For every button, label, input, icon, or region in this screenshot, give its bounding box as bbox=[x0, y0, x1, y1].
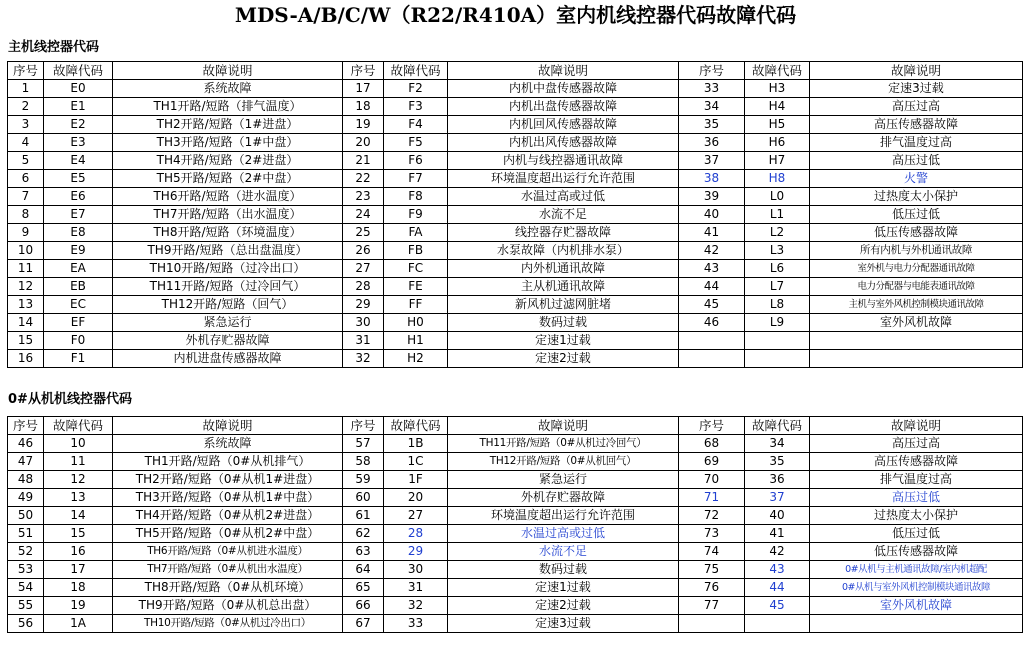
fault-code-cell: F8 bbox=[384, 188, 448, 206]
fault-description-cell: 内机出风传感器故障 bbox=[448, 134, 679, 152]
serial-number-cell: 16 bbox=[8, 350, 44, 368]
fault-description-cell: 数码过载 bbox=[448, 314, 679, 332]
fault-code-cell: 1B bbox=[384, 435, 448, 453]
table-row bbox=[8, 332, 1023, 350]
fault-code-cell: 37 bbox=[745, 489, 810, 507]
fault-description-cell: TH9开路/短路（0#从机总出盘） bbox=[113, 597, 343, 615]
table-row bbox=[8, 525, 1023, 543]
serial-number-cell: 61 bbox=[343, 507, 384, 525]
column-header: 故障代码 bbox=[384, 417, 448, 435]
fault-description-cell: 定速3过载 bbox=[448, 615, 679, 633]
fault-code-cell: F2 bbox=[384, 80, 448, 98]
fault-code-cell: 29 bbox=[384, 543, 448, 561]
fault-code-cell: E8 bbox=[44, 224, 113, 242]
fault-description-cell: 内机与线控器通讯故障 bbox=[448, 152, 679, 170]
serial-number-cell: 50 bbox=[8, 507, 44, 525]
fault-code-cell: F9 bbox=[384, 206, 448, 224]
serial-number-cell: 46 bbox=[8, 435, 44, 453]
serial-number-cell: 66 bbox=[343, 597, 384, 615]
fault-description-cell: 低压传感器故障 bbox=[810, 543, 1023, 561]
serial-number-cell: 57 bbox=[343, 435, 384, 453]
serial-number-cell: 68 bbox=[679, 435, 745, 453]
serial-number-cell: 29 bbox=[343, 296, 384, 314]
fault-description-cell: 定速2过载 bbox=[448, 350, 679, 368]
fault-code-cell: F6 bbox=[384, 152, 448, 170]
table-row bbox=[8, 242, 1023, 260]
table-row bbox=[8, 615, 1023, 633]
serial-number-cell: 34 bbox=[679, 98, 745, 116]
column-header: 故障代码 bbox=[384, 62, 448, 80]
serial-number-cell: 51 bbox=[8, 525, 44, 543]
fault-description-cell: TH6开路/短路（进水温度） bbox=[113, 188, 343, 206]
fault-description-cell: 排气温度过高 bbox=[810, 134, 1023, 152]
fault-code-cell: EF bbox=[44, 314, 113, 332]
fault-code-cell: 31 bbox=[384, 579, 448, 597]
fault-code-cell: 14 bbox=[44, 507, 113, 525]
serial-number-cell: 44 bbox=[679, 278, 745, 296]
serial-number-cell: 13 bbox=[8, 296, 44, 314]
serial-number-cell: 67 bbox=[343, 615, 384, 633]
serial-number-cell: 47 bbox=[8, 453, 44, 471]
serial-number-cell: 36 bbox=[679, 134, 745, 152]
table-row bbox=[8, 435, 1023, 453]
fault-code-cell: 45 bbox=[745, 597, 810, 615]
column-header: 序号 bbox=[679, 62, 745, 80]
serial-number-cell: 60 bbox=[343, 489, 384, 507]
fault-description-cell: 高压过高 bbox=[810, 98, 1023, 116]
fault-description-cell: TH2开路/短路（0#从机1#进盘） bbox=[113, 471, 343, 489]
fault-description-cell: 低压过低 bbox=[810, 206, 1023, 224]
fault-description-cell: TH5开路/短路（0#从机2#中盘） bbox=[113, 525, 343, 543]
serial-number-cell: 17 bbox=[343, 80, 384, 98]
fault-code-cell: 1C bbox=[384, 453, 448, 471]
serial-number-cell: 55 bbox=[8, 597, 44, 615]
fault-code-cell: L9 bbox=[745, 314, 810, 332]
fault-description-cell: TH8开路/短路（环境温度） bbox=[113, 224, 343, 242]
fault-code-cell: H8 bbox=[745, 170, 810, 188]
serial-number-cell: 52 bbox=[8, 543, 44, 561]
fault-code-cell: E5 bbox=[44, 170, 113, 188]
table-row bbox=[8, 350, 1023, 368]
fault-description-cell: 0#从机与室外风机控制模块通讯故障 bbox=[810, 579, 1023, 597]
fault-description-cell: 过热度太小保护 bbox=[810, 188, 1023, 206]
serial-number-cell: 26 bbox=[343, 242, 384, 260]
fault-description-cell: 新风机过滤网脏堵 bbox=[448, 296, 679, 314]
serial-number-cell: 33 bbox=[679, 80, 745, 98]
serial-number-cell: 1 bbox=[8, 80, 44, 98]
fault-description-cell bbox=[810, 615, 1023, 633]
fault-description-cell: 内机出盘传感器故障 bbox=[448, 98, 679, 116]
fault-code-cell bbox=[745, 615, 810, 633]
fault-code-cell: 18 bbox=[44, 579, 113, 597]
fault-description-cell: TH3开路/短路（0#从机1#中盘） bbox=[113, 489, 343, 507]
serial-number-cell: 69 bbox=[679, 453, 745, 471]
master-code-table bbox=[7, 61, 1023, 368]
serial-number-cell: 8 bbox=[8, 206, 44, 224]
fault-code-cell: F4 bbox=[384, 116, 448, 134]
fault-code-cell: H2 bbox=[384, 350, 448, 368]
fault-description-cell: 电力分配器与电能表通讯故障 bbox=[810, 278, 1023, 296]
fault-code-cell: E0 bbox=[44, 80, 113, 98]
fault-code-cell: F1 bbox=[44, 350, 113, 368]
serial-number-cell: 32 bbox=[343, 350, 384, 368]
fault-code-cell: E1 bbox=[44, 98, 113, 116]
serial-number-cell: 71 bbox=[679, 489, 745, 507]
fault-code-cell: FF bbox=[384, 296, 448, 314]
serial-number-cell: 25 bbox=[343, 224, 384, 242]
serial-number-cell: 39 bbox=[679, 188, 745, 206]
serial-number-cell bbox=[679, 615, 745, 633]
fault-code-cell: 15 bbox=[44, 525, 113, 543]
table-row bbox=[8, 206, 1023, 224]
serial-number-cell bbox=[679, 350, 745, 368]
fault-description-cell: 高压过低 bbox=[810, 152, 1023, 170]
serial-number-cell: 75 bbox=[679, 561, 745, 579]
fault-code-cell: E2 bbox=[44, 116, 113, 134]
fault-code-cell: 20 bbox=[384, 489, 448, 507]
serial-number-cell bbox=[679, 332, 745, 350]
fault-code-cell: 28 bbox=[384, 525, 448, 543]
table-row bbox=[8, 296, 1023, 314]
fault-description-cell: 主机与室外风机控制模块通讯故障 bbox=[810, 296, 1023, 314]
serial-number-cell: 24 bbox=[343, 206, 384, 224]
serial-number-cell: 10 bbox=[8, 242, 44, 260]
fault-description-cell: 外机存贮器故障 bbox=[448, 489, 679, 507]
serial-number-cell: 27 bbox=[343, 260, 384, 278]
serial-number-cell: 64 bbox=[343, 561, 384, 579]
serial-number-cell: 54 bbox=[8, 579, 44, 597]
column-header: 故障代码 bbox=[44, 417, 113, 435]
fault-description-cell: TH5开路/短路（2#中盘） bbox=[113, 170, 343, 188]
fault-code-cell: E6 bbox=[44, 188, 113, 206]
fault-code-cell: E9 bbox=[44, 242, 113, 260]
serial-number-cell: 30 bbox=[343, 314, 384, 332]
fault-code-cell: FC bbox=[384, 260, 448, 278]
fault-code-cell bbox=[745, 350, 810, 368]
fault-description-cell: 水流不足 bbox=[448, 206, 679, 224]
serial-number-cell: 74 bbox=[679, 543, 745, 561]
table-header-row bbox=[8, 62, 1023, 80]
fault-code-cell: H3 bbox=[745, 80, 810, 98]
fault-description-cell: 室外机与电力分配器通讯故障 bbox=[810, 260, 1023, 278]
fault-code-cell: FB bbox=[384, 242, 448, 260]
fault-code-cell: 30 bbox=[384, 561, 448, 579]
fault-description-cell: TH7开路/短路（出水温度） bbox=[113, 206, 343, 224]
table-row bbox=[8, 561, 1023, 579]
fault-code-cell: L6 bbox=[745, 260, 810, 278]
fault-code-cell: 36 bbox=[745, 471, 810, 489]
fault-code-cell: H0 bbox=[384, 314, 448, 332]
serial-number-cell: 53 bbox=[8, 561, 44, 579]
fault-code-cell: 1A bbox=[44, 615, 113, 633]
fault-description-cell: TH11开路/短路（0#从机过冷回气） bbox=[448, 435, 679, 453]
fault-description-cell: 低压传感器故障 bbox=[810, 224, 1023, 242]
serial-number-cell: 77 bbox=[679, 597, 745, 615]
fault-description-cell: 主从机通讯故障 bbox=[448, 278, 679, 296]
serial-number-cell: 4 bbox=[8, 134, 44, 152]
fault-description-cell: TH6开路/短路（0#从机进水温度） bbox=[113, 543, 343, 561]
fault-description-cell: 外机存贮器故障 bbox=[113, 332, 343, 350]
table-row bbox=[8, 579, 1023, 597]
serial-number-cell: 38 bbox=[679, 170, 745, 188]
fault-code-cell: 42 bbox=[745, 543, 810, 561]
column-header: 序号 bbox=[679, 417, 745, 435]
fault-description-cell: 过热度太小保护 bbox=[810, 507, 1023, 525]
table-row bbox=[8, 543, 1023, 561]
fault-description-cell: 内外机通讯故障 bbox=[448, 260, 679, 278]
fault-description-cell: TH8开路/短路（0#从机环境） bbox=[113, 579, 343, 597]
column-header: 故障说明 bbox=[113, 417, 343, 435]
fault-code-cell: L2 bbox=[745, 224, 810, 242]
section-title-master: 主机线控器代码 bbox=[8, 40, 100, 55]
fault-description-cell: 环境温度超出运行允许范围 bbox=[448, 507, 679, 525]
column-header: 故障代码 bbox=[745, 417, 810, 435]
fault-description-cell: 水温过高或过低 bbox=[448, 188, 679, 206]
fault-description-cell: 低压过低 bbox=[810, 525, 1023, 543]
fault-description-cell: 火警 bbox=[810, 170, 1023, 188]
fault-code-cell: FE bbox=[384, 278, 448, 296]
serial-number-cell: 22 bbox=[343, 170, 384, 188]
serial-number-cell: 56 bbox=[8, 615, 44, 633]
fault-description-cell: 数码过载 bbox=[448, 561, 679, 579]
serial-number-cell: 9 bbox=[8, 224, 44, 242]
serial-number-cell: 31 bbox=[343, 332, 384, 350]
column-header: 故障说明 bbox=[448, 62, 679, 80]
serial-number-cell: 20 bbox=[343, 134, 384, 152]
fault-code-cell: L8 bbox=[745, 296, 810, 314]
fault-description-cell: 室外风机故障 bbox=[810, 597, 1023, 615]
fault-description-cell: 线控器存贮器故障 bbox=[448, 224, 679, 242]
serial-number-cell: 45 bbox=[679, 296, 745, 314]
serial-number-cell: 28 bbox=[343, 278, 384, 296]
table-row bbox=[8, 278, 1023, 296]
fault-description-cell: TH10开路/短路（过冷出口） bbox=[113, 260, 343, 278]
fault-code-cell: F7 bbox=[384, 170, 448, 188]
fault-code-cell: E3 bbox=[44, 134, 113, 152]
table-header-row bbox=[8, 417, 1023, 435]
fault-description-cell: 系统故障 bbox=[113, 80, 343, 98]
fault-description-cell: TH11开路/短路（过冷回气） bbox=[113, 278, 343, 296]
table-row bbox=[8, 471, 1023, 489]
fault-code-cell bbox=[745, 332, 810, 350]
fault-code-cell: 1F bbox=[384, 471, 448, 489]
fault-code-cell: F3 bbox=[384, 98, 448, 116]
fault-code-cell: 17 bbox=[44, 561, 113, 579]
fault-code-cell: H5 bbox=[745, 116, 810, 134]
fault-code-cell: 44 bbox=[745, 579, 810, 597]
fault-description-cell: 内机中盘传感器故障 bbox=[448, 80, 679, 98]
fault-code-cell: 33 bbox=[384, 615, 448, 633]
fault-code-cell: FA bbox=[384, 224, 448, 242]
fault-description-cell: 定速1过载 bbox=[448, 332, 679, 350]
fault-description-cell: 定速2过载 bbox=[448, 597, 679, 615]
serial-number-cell: 15 bbox=[8, 332, 44, 350]
fault-description-cell: 高压传感器故障 bbox=[810, 116, 1023, 134]
serial-number-cell: 23 bbox=[343, 188, 384, 206]
serial-number-cell: 40 bbox=[679, 206, 745, 224]
fault-code-cell: 19 bbox=[44, 597, 113, 615]
fault-description-cell: 排气温度过高 bbox=[810, 471, 1023, 489]
page-title: MDS-A/B/C/W（R22/R410A）室内机线控器代码故障代码 bbox=[234, 3, 797, 27]
fault-description-cell: TH12开路/短路（0#从机回气） bbox=[448, 453, 679, 471]
serial-number-cell: 37 bbox=[679, 152, 745, 170]
fault-code-cell: 32 bbox=[384, 597, 448, 615]
fault-code-cell: EA bbox=[44, 260, 113, 278]
column-header: 序号 bbox=[8, 417, 44, 435]
serial-number-cell: 58 bbox=[343, 453, 384, 471]
serial-number-cell: 76 bbox=[679, 579, 745, 597]
fault-description-cell: TH4开路/短路（0#从机2#进盘） bbox=[113, 507, 343, 525]
fault-code-cell: H7 bbox=[745, 152, 810, 170]
fault-description-cell: 内机回风传感器故障 bbox=[448, 116, 679, 134]
fault-description-cell: TH2开路/短路（1#进盘） bbox=[113, 116, 343, 134]
column-header: 故障说明 bbox=[810, 417, 1023, 435]
fault-description-cell: TH10开路/短路（0#从机过冷出口） bbox=[113, 615, 343, 633]
slave-code-table bbox=[7, 416, 1023, 633]
fault-description-cell: 高压传感器故障 bbox=[810, 453, 1023, 471]
serial-number-cell: 62 bbox=[343, 525, 384, 543]
serial-number-cell: 70 bbox=[679, 471, 745, 489]
fault-description-cell: TH4开路/短路（2#进盘） bbox=[113, 152, 343, 170]
column-header: 序号 bbox=[8, 62, 44, 80]
column-header: 故障说明 bbox=[448, 417, 679, 435]
fault-code-cell: EB bbox=[44, 278, 113, 296]
fault-code-cell: 12 bbox=[44, 471, 113, 489]
serial-number-cell: 73 bbox=[679, 525, 745, 543]
column-header: 故障代码 bbox=[745, 62, 810, 80]
table-row bbox=[8, 507, 1023, 525]
table-row bbox=[8, 134, 1023, 152]
serial-number-cell: 19 bbox=[343, 116, 384, 134]
section-title-slave: 0#从机机线控器代码 bbox=[8, 392, 132, 407]
fault-code-cell: 16 bbox=[44, 543, 113, 561]
fault-code-cell: H4 bbox=[745, 98, 810, 116]
fault-code-cell: 27 bbox=[384, 507, 448, 525]
serial-number-cell: 65 bbox=[343, 579, 384, 597]
fault-description-cell: 定速3过载 bbox=[810, 80, 1023, 98]
table-row bbox=[8, 314, 1023, 332]
fault-description-cell bbox=[810, 332, 1023, 350]
fault-code-cell: 40 bbox=[745, 507, 810, 525]
fault-code-cell: 11 bbox=[44, 453, 113, 471]
serial-number-cell: 11 bbox=[8, 260, 44, 278]
table-row bbox=[8, 453, 1023, 471]
serial-number-cell: 46 bbox=[679, 314, 745, 332]
serial-number-cell: 14 bbox=[8, 314, 44, 332]
fault-code-cell: L3 bbox=[745, 242, 810, 260]
serial-number-cell: 35 bbox=[679, 116, 745, 134]
fault-code-cell: EC bbox=[44, 296, 113, 314]
fault-description-cell: TH1开路/短路（排气温度） bbox=[113, 98, 343, 116]
fault-description-cell: 环境温度超出运行允许范围 bbox=[448, 170, 679, 188]
fault-code-cell: 41 bbox=[745, 525, 810, 543]
fault-code-cell: 34 bbox=[745, 435, 810, 453]
serial-number-cell: 41 bbox=[679, 224, 745, 242]
table-row bbox=[8, 80, 1023, 98]
column-header: 序号 bbox=[343, 62, 384, 80]
serial-number-cell: 49 bbox=[8, 489, 44, 507]
serial-number-cell: 59 bbox=[343, 471, 384, 489]
serial-number-cell: 72 bbox=[679, 507, 745, 525]
fault-description-cell: 室外风机故障 bbox=[810, 314, 1023, 332]
fault-description-cell: TH7开路/短路（0#从机出水温度） bbox=[113, 561, 343, 579]
fault-description-cell bbox=[810, 350, 1023, 368]
fault-description-cell: 0#从机与主机通讯故障/室内机超配 bbox=[810, 561, 1023, 579]
serial-number-cell: 3 bbox=[8, 116, 44, 134]
table-row bbox=[8, 170, 1023, 188]
fault-description-cell: 紧急运行 bbox=[113, 314, 343, 332]
fault-code-cell: 43 bbox=[745, 561, 810, 579]
fault-code-cell: L1 bbox=[745, 206, 810, 224]
fault-description-cell: TH1开路/短路（0#从机排气） bbox=[113, 453, 343, 471]
fault-code-cell: F5 bbox=[384, 134, 448, 152]
fault-description-cell: TH9开路/短路（总出盘温度） bbox=[113, 242, 343, 260]
serial-number-cell: 7 bbox=[8, 188, 44, 206]
serial-number-cell: 18 bbox=[343, 98, 384, 116]
serial-number-cell: 21 bbox=[343, 152, 384, 170]
table-row bbox=[8, 224, 1023, 242]
column-header: 故障代码 bbox=[44, 62, 113, 80]
fault-description-cell: TH3开路/短路（1#中盘） bbox=[113, 134, 343, 152]
serial-number-cell: 12 bbox=[8, 278, 44, 296]
fault-description-cell: 紧急运行 bbox=[448, 471, 679, 489]
column-header: 故障说明 bbox=[113, 62, 343, 80]
fault-description-cell: 内机进盘传感器故障 bbox=[113, 350, 343, 368]
table-row bbox=[8, 98, 1023, 116]
serial-number-cell: 5 bbox=[8, 152, 44, 170]
table-row bbox=[8, 152, 1023, 170]
fault-code-cell: H6 bbox=[745, 134, 810, 152]
serial-number-cell: 2 bbox=[8, 98, 44, 116]
fault-description-cell: 所有内机与外机通讯故障 bbox=[810, 242, 1023, 260]
column-header: 故障说明 bbox=[810, 62, 1023, 80]
table-row bbox=[8, 597, 1023, 615]
fault-description-cell: 水温过高或过低 bbox=[448, 525, 679, 543]
fault-code-cell: L7 bbox=[745, 278, 810, 296]
fault-code-cell: L0 bbox=[745, 188, 810, 206]
fault-description-cell: 定速1过载 bbox=[448, 579, 679, 597]
fault-description-cell: 系统故障 bbox=[113, 435, 343, 453]
serial-number-cell: 42 bbox=[679, 242, 745, 260]
table-row bbox=[8, 116, 1023, 134]
serial-number-cell: 43 bbox=[679, 260, 745, 278]
serial-number-cell: 63 bbox=[343, 543, 384, 561]
fault-code-cell: 13 bbox=[44, 489, 113, 507]
serial-number-cell: 6 bbox=[8, 170, 44, 188]
fault-description-cell: 水流不足 bbox=[448, 543, 679, 561]
serial-number-cell: 48 bbox=[8, 471, 44, 489]
fault-code-cell: 35 bbox=[745, 453, 810, 471]
fault-code-cell: E7 bbox=[44, 206, 113, 224]
table-row bbox=[8, 489, 1023, 507]
table-row bbox=[8, 188, 1023, 206]
fault-code-cell: E4 bbox=[44, 152, 113, 170]
fault-description-cell: 水泵故障（内机排水泵） bbox=[448, 242, 679, 260]
column-header: 序号 bbox=[343, 417, 384, 435]
fault-code-cell: H1 bbox=[384, 332, 448, 350]
fault-description-cell: 高压过高 bbox=[810, 435, 1023, 453]
table-row bbox=[8, 260, 1023, 278]
fault-code-cell: F0 bbox=[44, 332, 113, 350]
fault-description-cell: TH12开路/短路（回气） bbox=[113, 296, 343, 314]
fault-code-cell: 10 bbox=[44, 435, 113, 453]
fault-description-cell: 高压过低 bbox=[810, 489, 1023, 507]
